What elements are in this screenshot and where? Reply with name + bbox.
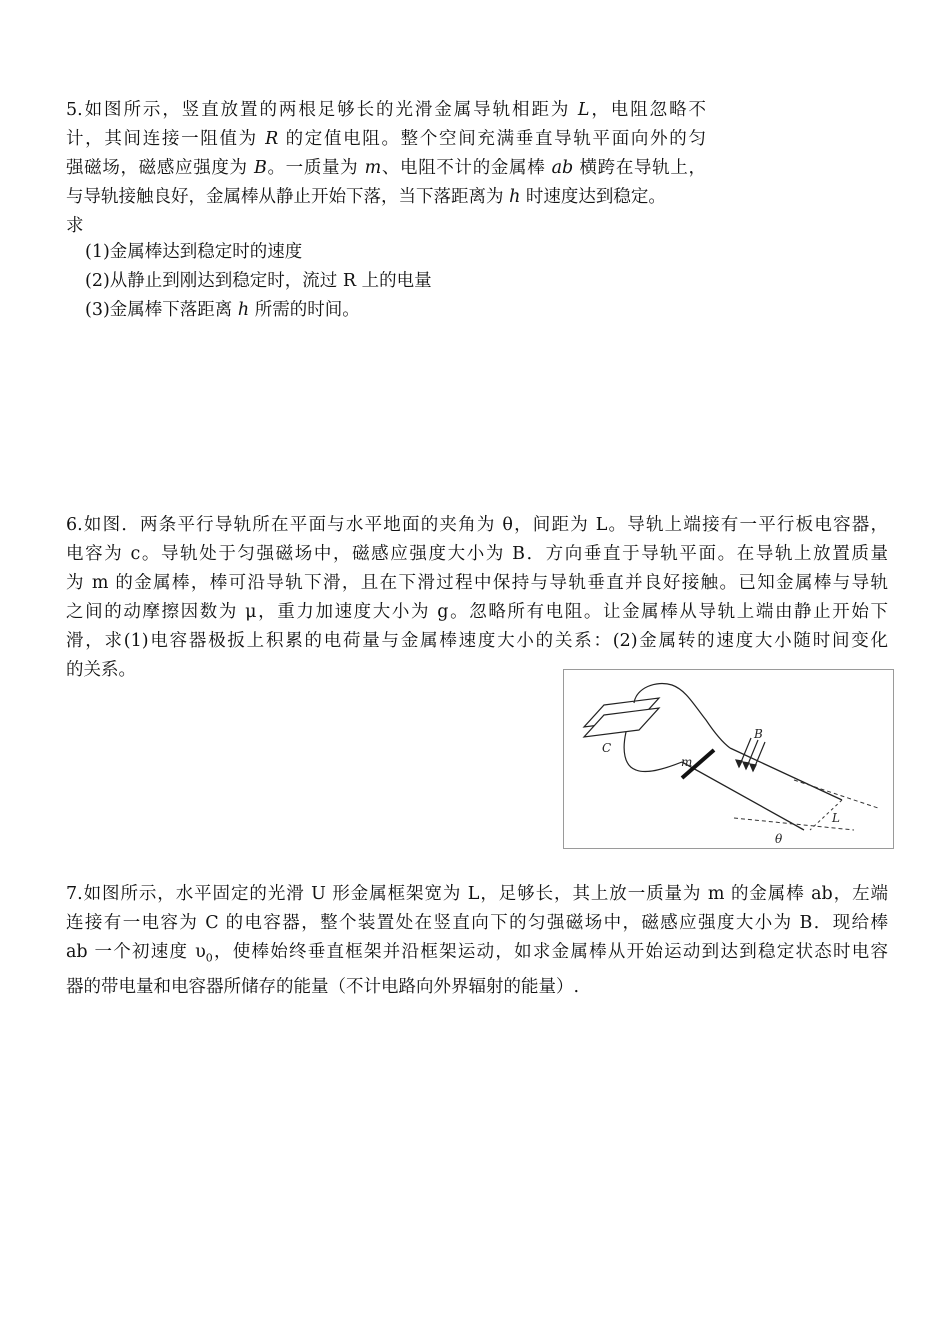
math-variable: B — [253, 158, 267, 178]
q5-line: 强磁场，磁感应强度为 B。一质量为 m、电阻不计的金属棒 ab 横跨在导轨上， — [66, 158, 707, 178]
q5-line: 与导轨接触良好，金属棒从静止开始下落，当下落距离为 h 时速度达到稳定。 — [66, 187, 666, 207]
q5-subquestion-3: (3)金属棒下落距离 h 所需的时间。 — [85, 300, 360, 320]
label-mass: m — [681, 755, 693, 769]
q6-line: 为 m 的金属棒，棒可沿导轨下滑，且在下滑过程中保持与导轨垂直并良好接触。已知金属棒与导轨 — [66, 573, 888, 593]
figure-drawing — [564, 670, 893, 848]
capacitor-plate-bottom — [584, 708, 659, 737]
math-variable: m — [364, 158, 382, 178]
q5-line: 5.如图所示，竖直放置的两根足够长的光滑金属导轨相距为 L，电阻忽略不 — [66, 100, 707, 120]
question-5-subquestions — [85, 238, 705, 325]
question-5-text — [66, 96, 706, 241]
q7-line: 器的带电量和电容器所储存的能量（不计电路向外界辐射的能量）. — [66, 976, 580, 997]
rail-lower — [682, 762, 804, 830]
q6-line: 的关系。 — [66, 660, 136, 680]
math-variable: h — [509, 187, 521, 207]
q7-line: 连接有一电容为 C 的电容器，整个装置处在竖直向下的匀强磁场中，磁感应强度大小为 B．现给棒 — [66, 913, 888, 933]
q7-line: ab 一个初速度 $\upsilon_0$，使棒始终垂直框架并沿框架运动，如求金属棒从开始运动到达到稳定状态时电容 — [66, 942, 889, 965]
q6-line: 之间的动摩擦因数为 μ，重力加速度大小为 g。忽略所有电阻。让金属棒从导轨上端由静止开始下 — [66, 602, 888, 622]
math-variable: ab — [551, 158, 574, 178]
inclined-rails-capacitor-figure — [563, 669, 894, 849]
q5-subquestion-1: (1)金属棒达到稳定时的速度 — [85, 242, 303, 262]
math-variable: h — [237, 300, 250, 320]
capacitor-lower-wire — [624, 732, 682, 772]
q6-line: 电容为 c。导轨处于匀强磁场中，磁感应强度大小为 B．方向垂直于导轨平面。在导轨上放置质量 — [66, 544, 888, 564]
subscript: 0 — [205, 951, 213, 965]
q5-subquestion-2: (2)从静止到刚达到稳定时，流过 R 上的电量 — [85, 271, 432, 291]
q5-line: 计，其间连接一阻值为 R 的定值电阻。整个空间充满垂直导轨平面向外的匀 — [66, 129, 706, 149]
math-variable: L — [577, 100, 590, 120]
rail-upper — [730, 748, 842, 800]
q6-line: 6.如图．两条平行导轨所在平面与水平地面的夹角为 θ，间距为 L。导轨上端接有一平行板电容器， — [66, 515, 888, 535]
label-field: B — [754, 727, 763, 741]
question-7-text — [66, 880, 888, 1002]
label-capacitor: C — [602, 741, 612, 755]
q5-line: 求 — [66, 216, 84, 236]
q6-line: 滑，求(1)电容器极扳上积累的电荷量与金属棒速度大小的关系：(2)金属转的速度大小随时间变化 — [66, 631, 888, 651]
label-angle: θ — [775, 832, 783, 846]
q7-line: 7.如图所示，水平固定的光滑 U 形金属框架宽为 L，足够长，其上放一质量为 m 的金属棒 ab，左端 — [66, 884, 888, 904]
question-6-text — [66, 511, 888, 685]
math-variable: R — [265, 129, 279, 149]
magnetic-field-arrows — [736, 738, 765, 771]
label-spacing: L — [832, 811, 840, 825]
